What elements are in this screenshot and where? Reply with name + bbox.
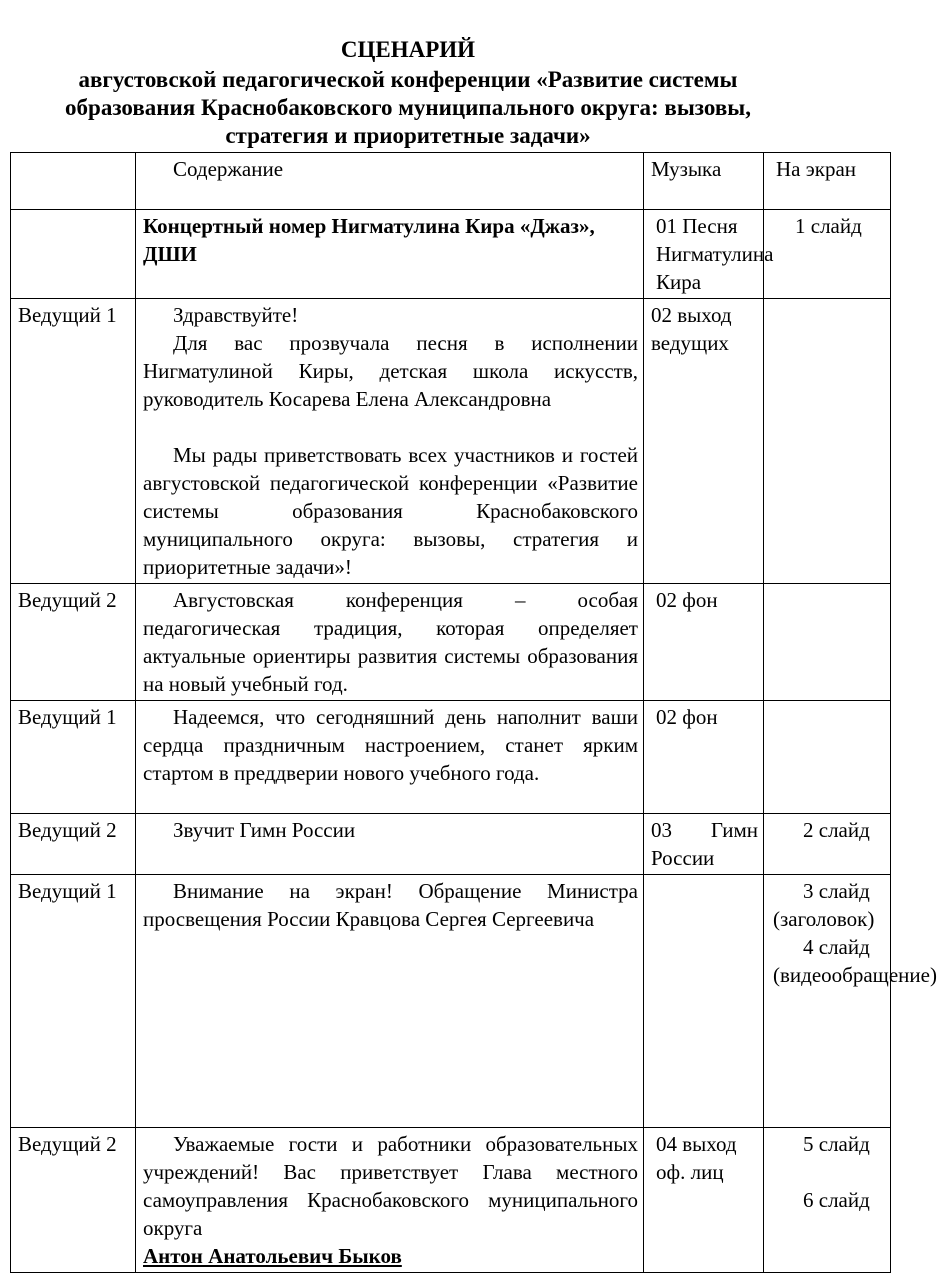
screen-cell (764, 701, 891, 814)
header-cell-music: Музыка (644, 153, 764, 210)
content-cell: Здравствуйте! Для вас прозвучала песня в исполнении Нигматулиной Киры, детская школа искусств, руководитель Косарева Елена Александровна Мы рады приветствовать всех участников и гостей августовской педагогической конференции «Развитие системы образования Краснобаковского муниципального округа: вызовы, стратегия и приоритетные задачи»! (136, 299, 644, 584)
music-cell: 01 Песня Нигматулина Кира (644, 210, 764, 299)
screen-cell (764, 584, 891, 701)
music-cell: 03 Гимн России (644, 814, 764, 875)
document-header (0, 34, 816, 150)
document-title: СЦЕНАРИЙ (340, 37, 476, 62)
music-cell: 02 выход ведущих (644, 299, 764, 584)
speaker-cell: Ведущий 1 (11, 875, 136, 1128)
header-cell-speaker (11, 153, 136, 210)
document-subtitle: августовской педагогической конференции «Развитие системы образования Краснобаковского муниципального округа: вызовы, стратегия и приоритетные задачи» (65, 67, 751, 148)
header-cell-content: Содержание (136, 153, 644, 210)
speaker-cell (11, 210, 136, 299)
table-row (11, 1128, 891, 1273)
table-row (11, 210, 891, 299)
screen-cell: 1 слайд (764, 210, 891, 299)
music-cell: 02 фон (644, 701, 764, 814)
table-row (11, 814, 891, 875)
speaker-cell: Ведущий 1 (11, 299, 136, 584)
music-cell: 04 выход оф. лиц (644, 1128, 764, 1273)
speaker-cell: Ведущий 2 (11, 814, 136, 875)
table-row (11, 701, 891, 814)
table-row (11, 299, 891, 584)
table-row (11, 584, 891, 701)
content-cell: Звучит Гимн России (136, 814, 644, 875)
content-cell: Уважаемые гости и работники образовательных учреждений! Вас приветствует Глава местного самоуправления Краснобаковского муниципального округа Антон Анатольевич Быков (136, 1128, 644, 1273)
music-cell (644, 875, 764, 1128)
content-cell: Концертный номер Нигматулина Кира «Джаз», ДШИ (136, 210, 644, 299)
header-cell-screen: На экран (764, 153, 891, 210)
content-cell: Августовская конференция – особая педагогическая традиция, которая определяет актуальные ориентиры развития системы образования на новый учебный год. (136, 584, 644, 701)
script-table (10, 152, 937, 1273)
speaker-cell: Ведущий 2 (11, 584, 136, 701)
table-header-row (11, 153, 891, 210)
screen-cell: 2 слайд (764, 814, 891, 875)
screen-cell: 5 слайд 6 слайд (764, 1128, 891, 1273)
content-cell: Внимание на экран! Обращение Министра просвещения России Кравцова Сергея Сергеевича (136, 875, 644, 1128)
content-cell: Надеемся, что сегодняшний день наполнит ваши сердца праздничным настроением, станет ярким стартом в преддверии нового учебного года. (136, 701, 644, 814)
music-cell: 02 фон (644, 584, 764, 701)
speaker-cell: Ведущий 2 (11, 1128, 136, 1273)
screen-cell: 3 слайд (заголовок) 4 слайд (видеообращение) (764, 875, 891, 1128)
table-row (11, 875, 891, 1128)
speaker-cell: Ведущий 1 (11, 701, 136, 814)
screen-cell (764, 299, 891, 584)
